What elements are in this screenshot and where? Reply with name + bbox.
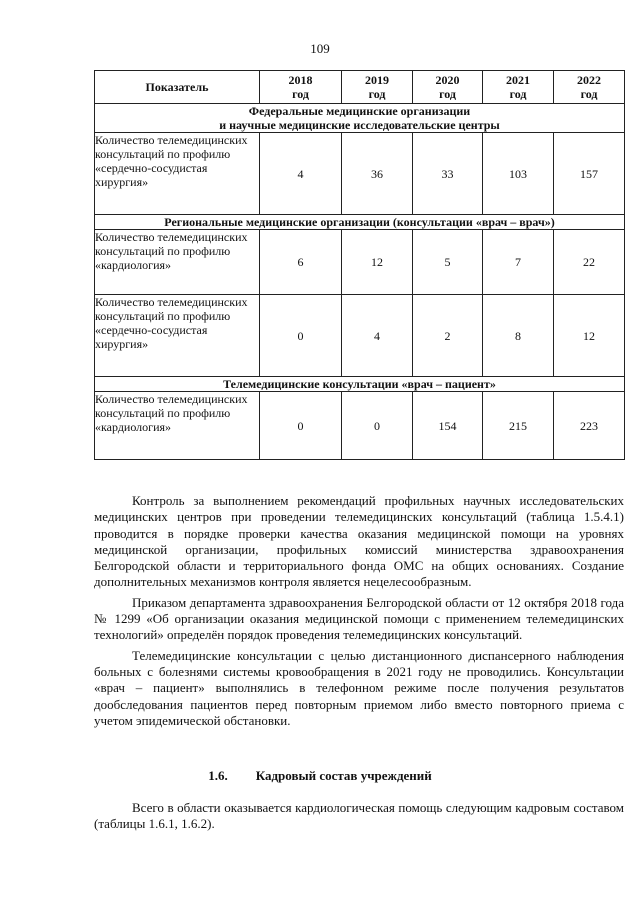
table-row — [95, 392, 625, 460]
section-row-patient — [95, 377, 625, 392]
section-number: 1.6. — [208, 768, 228, 783]
body-text — [94, 493, 624, 729]
cell-value: 8 — [483, 295, 554, 377]
paragraph: Контроль за выполнением рекомендаций профильных научных исследовательских медицинских центров при проведении телемедицинских консультаций (таблица 1.5.4.1) проводится в порядке проверки качества оказания медицинской помощи на уровнях медицинской организации, профильных комиссий министерства здравоохранения Белгородской области и территориального фонда ОМС на общих основаниях. Создание дополнительных механизмов контроля является нецелесообразным. — [94, 493, 624, 590]
cell-value: 0 — [260, 295, 342, 377]
header-year-2019: 2019 год — [342, 71, 413, 104]
header-indicator: Показатель — [95, 71, 260, 104]
row-label: Количество телемедицинских консультаций по профилю «сердечно-сосудистая хирургия» — [95, 295, 260, 377]
row-label: Количество телемедицинских консультаций по профилю «сердечно-сосудистая хирургия» — [95, 133, 260, 215]
page-number: 109 — [310, 41, 330, 56]
cell-value: 215 — [483, 392, 554, 460]
cell-value: 223 — [554, 392, 625, 460]
cell-value: 4 — [260, 133, 342, 215]
table-row — [95, 133, 625, 215]
section-title-federal: Федеральные медицинские организации и научные медицинские исследовательские центры — [95, 104, 625, 133]
section-title-regional: Региональные медицинские организации (консультации «врач – врач») — [95, 215, 625, 230]
table-header-row — [95, 71, 625, 104]
cell-value: 7 — [483, 230, 554, 295]
cell-value: 33 — [413, 133, 483, 215]
paragraph: Телемедицинские консультации с целью дистанционного диспансерного наблюдения больных с болезнями системы кровообращения в 2021 году не проводились. Консультации «врач – пациент» выполнялись в телефонном режиме после получения результатов дообследования пациентов перед повторным приемом либо вместо повторного приема с учетом эпидемической обстановки. — [94, 647, 624, 728]
table-row — [95, 295, 625, 377]
header-year-2022: 2022 год — [554, 71, 625, 104]
row-label: Количество телемедицинских консультаций по профилю «кардиология» — [95, 230, 260, 295]
cell-value: 0 — [342, 392, 413, 460]
cell-value: 157 — [554, 133, 625, 215]
section-title-patient: Телемедицинские консультации «врач – пациент» — [95, 377, 625, 392]
cell-value: 154 — [413, 392, 483, 460]
cell-value: 12 — [554, 295, 625, 377]
section-row-regional — [95, 215, 625, 230]
section-heading — [0, 768, 640, 784]
cell-value: 22 — [554, 230, 625, 295]
section-row-federal — [95, 104, 625, 133]
cell-value: 2 — [413, 295, 483, 377]
section-title: Кадровый состав учреждений — [255, 768, 432, 783]
cell-value: 6 — [260, 230, 342, 295]
row-label: Количество телемедицинских консультаций по профилю «кардиология» — [95, 392, 260, 460]
header-year-2018: 2018 год — [260, 71, 342, 104]
header-year-2020: 2020 год — [413, 71, 483, 104]
telemedicine-table — [94, 70, 625, 460]
paragraph: Приказом департамента здравоохранения Белгородской области от 12 октября 2018 года № 1299 «Об организации оказания медицинской помощи с применением телемедицинских технологий» определён порядок проведения телемедицинских консультаций. — [94, 594, 624, 643]
cell-value: 4 — [342, 295, 413, 377]
cell-value: 0 — [260, 392, 342, 460]
cell-value: 36 — [342, 133, 413, 215]
cell-value: 12 — [342, 230, 413, 295]
table-row — [95, 230, 625, 295]
header-year-2021: 2021 год — [483, 71, 554, 104]
cell-value: 103 — [483, 133, 554, 215]
paragraph: Всего в области оказывается кардиологическая помощь следующим кадровым составом (таблицы 1.6.1, 1.6.2). — [94, 800, 624, 832]
cell-value: 5 — [413, 230, 483, 295]
closing-text — [94, 800, 624, 833]
